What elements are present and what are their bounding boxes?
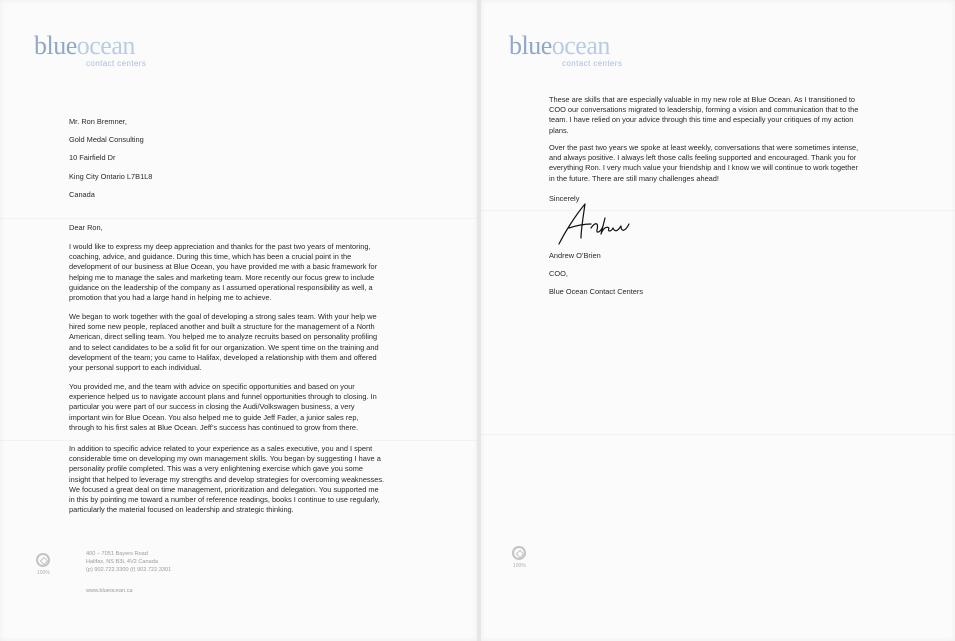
paragraph: You provided me, and the team with advice on specific opportunities and based on your experience helped us to navigate account plans and funnel opportunities through to closing. In particular you were part of our success in closing the Audi/Volkswagen business, a very important win for Blue Ocean. You also helped me to guide Jeff Fader, a junior sales rep, through to his first sales at Blue Ocean. Jeff’s success has continued to grow from there.: [69, 382, 377, 432]
paragraph: I would like to express my deep appreciation and thanks for the past two years of mentoring, coaching, advice, and guidance. During this time, which has been a crucial point in the development of our business at Blue Ocean, you have provided me with a basic framework for helping me to manage the sales and marketing team. More recently our focus grew to include guidance on the leadership of the company as I assumed operational responsibility as well, a promotion that you had a large hand in helping me to achieve.: [69, 242, 378, 303]
recycled-percent: 100%: [37, 570, 50, 576]
paper-fold: [0, 440, 477, 441]
footer-website: www.blueocean.ca: [86, 588, 133, 594]
paper-fold: [481, 434, 955, 435]
footer-address: 400 – 7051 Bayers Road Halifax, NS B3L 4V2 Canada (p) 902.722.3300 (f) 902.722.3301: [86, 551, 172, 573]
closing: Sincerely: [549, 194, 580, 203]
recycle-icon: [36, 553, 50, 567]
recipient-address: Mr. Ron Bremner, Gold Medal Consulting 10 Fairfield Dr King City Ontario L7B1L8 Canada: [69, 117, 153, 199]
blueocean-logo: blueocean contact centers: [34, 31, 147, 68]
paragraph: Over the past two years we spoke at least weekly, conversations that were sometimes intense, and always positive. I always left those calls feeling supported and encouraged. Thank you for everything Ron. I very much value your friendship and I know we will continue to work together in the future. There are still many challenges ahead!: [549, 143, 859, 183]
salutation: Dear Ron,: [69, 223, 103, 232]
blueocean-logo: blueocean contact centers: [509, 31, 623, 68]
paragraph: We began to work together with the goal of developing a strong sales team. With your help we hired some new people, replaced another and built a structure for the management of a North American, direct selling team. You helped me to analyze recruits based on personality profiling and to select candidates to be a solid fit for our organization. We spent time on the training and development of the team; you came to Halifax, developed a relationship with them and offered your personal support to each individual.: [69, 312, 379, 373]
letter-page-1: [0, 0, 477, 641]
paragraph: These are skills that are especially valuable in my new role at Blue Ocean. As I transitioned to COO our conversations migrated to leadership, forming a vision and communication that to the team. I have relied on your advice through this time and especially your critiques of my action plans.: [549, 95, 859, 135]
letter-page-2: [481, 0, 955, 641]
paragraph: In addition to specific advice related to your experience as a sales executive, you and I spent considerable time on developing my own management skills. You began by suggesting I have a personality profile completed. This was a very enlightening exercise which gave you some insight that helped to leverage my strengths and develop strategies for overcoming weaknesses. We focused a great deal on time management, prioritization and delegation. You supported me in this by pointing me toward a number of reference readings, books I continue to use regularly, particularly the material focused on leadership and strategic thinking.: [69, 444, 385, 515]
paper-fold: [0, 218, 477, 219]
recycled-percent: 100%: [513, 563, 526, 569]
signature-block: Andrew O’Brien COO, Blue Ocean Contact Centers: [549, 251, 644, 296]
recycle-icon: [512, 546, 526, 560]
signature: [551, 198, 641, 250]
